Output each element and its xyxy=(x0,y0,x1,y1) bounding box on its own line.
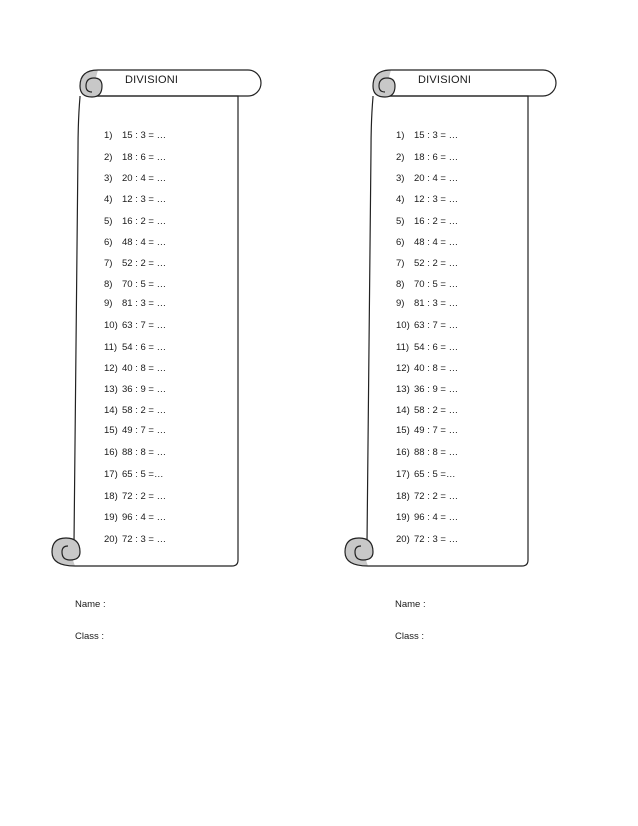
exercise-item xyxy=(104,130,166,141)
exercise-item xyxy=(104,342,166,353)
exercise-text: 72 : 3 = … xyxy=(414,534,459,545)
exercise-item xyxy=(396,384,458,395)
exercise-number: 2) xyxy=(104,152,113,163)
exercise-item xyxy=(396,363,458,374)
exercise-text: 49 : 7 = … xyxy=(122,425,167,436)
exercise-number: 18) xyxy=(396,491,410,502)
exercise-number: 19) xyxy=(396,512,410,523)
exercise-text: 40 : 8 = … xyxy=(414,363,459,374)
exercise-number: 13) xyxy=(104,384,118,395)
exercise-item xyxy=(104,258,166,269)
scroll-frame xyxy=(0,0,319,620)
exercise-item xyxy=(104,279,166,290)
exercise-text: 70 : 5 = … xyxy=(122,279,167,290)
exercise-text: 72 : 2 = … xyxy=(414,491,459,502)
worksheet-title: DIVISIONI xyxy=(125,74,179,86)
exercise-item xyxy=(396,152,458,163)
exercise-number: 12) xyxy=(104,363,118,374)
exercise-number: 5) xyxy=(104,216,113,227)
exercise-text: 72 : 2 = … xyxy=(122,491,167,502)
exercise-number: 3) xyxy=(396,173,405,184)
exercise-text: 88 : 8 = … xyxy=(414,447,459,458)
exercise-number: 1) xyxy=(104,130,113,141)
exercise-number: 6) xyxy=(396,237,405,248)
exercise-text: 18 : 6 = … xyxy=(122,152,167,163)
exercise-number: 8) xyxy=(396,279,405,290)
exercise-number: 16) xyxy=(396,447,410,458)
worksheet-title: DIVISIONI xyxy=(418,74,472,86)
exercise-text: 15 : 3 = … xyxy=(414,130,459,141)
exercise-number: 17) xyxy=(396,469,410,480)
exercise-number: 11) xyxy=(104,342,118,353)
exercise-text: 20 : 4 = … xyxy=(414,173,459,184)
exercise-number: 20) xyxy=(104,534,118,545)
exercise-item xyxy=(104,363,166,374)
exercise-number: 7) xyxy=(396,258,405,269)
exercise-text: 54 : 6 = … xyxy=(414,342,459,353)
exercise-text: 81 : 3 = … xyxy=(122,298,167,309)
exercise-item xyxy=(104,491,166,502)
exercise-item xyxy=(396,534,458,545)
exercise-item xyxy=(396,279,458,290)
exercise-text: 16 : 2 = … xyxy=(122,216,167,227)
scroll-bottom-curl xyxy=(52,538,80,566)
exercise-number: 13) xyxy=(396,384,410,395)
exercise-number: 19) xyxy=(104,512,118,523)
exercise-number: 9) xyxy=(396,298,405,309)
exercise-text: 12 : 3 = … xyxy=(122,194,167,205)
exercise-item xyxy=(396,237,458,248)
exercise-number: 10) xyxy=(396,320,410,331)
exercise-item xyxy=(396,425,458,436)
scroll-bottom-curl xyxy=(345,538,373,566)
exercise-item xyxy=(104,216,166,227)
exercise-number: 17) xyxy=(104,469,118,480)
exercise-item xyxy=(396,194,458,205)
exercise-number: 4) xyxy=(396,194,405,205)
exercise-number: 20) xyxy=(396,534,410,545)
exercise-item xyxy=(396,320,458,331)
exercise-number: 15) xyxy=(396,425,410,436)
exercise-text: 96 : 4 = … xyxy=(414,512,459,523)
exercise-item xyxy=(104,447,166,458)
exercise-item xyxy=(104,298,166,309)
exercise-text: 36 : 9 = … xyxy=(414,384,459,395)
exercise-number: 15) xyxy=(104,425,118,436)
exercise-text: 16 : 2 = … xyxy=(414,216,459,227)
exercise-text: 54 : 6 = … xyxy=(122,342,167,353)
exercise-text: 58 : 2 = … xyxy=(414,405,459,416)
exercise-item xyxy=(396,512,458,523)
exercise-item xyxy=(396,130,458,141)
exercise-item xyxy=(104,469,163,480)
exercise-number: 14) xyxy=(104,405,118,416)
exercise-item xyxy=(396,298,458,309)
exercise-number: 16) xyxy=(104,447,118,458)
exercise-item xyxy=(104,320,166,331)
exercise-text: 52 : 2 = … xyxy=(122,258,167,269)
exercise-text: 72 : 3 = … xyxy=(122,534,167,545)
exercise-text: 65 : 5 =… xyxy=(122,469,164,480)
exercise-number: 12) xyxy=(396,363,410,374)
exercise-item xyxy=(104,237,166,248)
exercise-text: 18 : 6 = … xyxy=(414,152,459,163)
exercise-number: 6) xyxy=(104,237,113,248)
exercise-text: 49 : 7 = … xyxy=(414,425,459,436)
exercise-item xyxy=(396,447,458,458)
exercise-text: 36 : 9 = … xyxy=(122,384,167,395)
exercise-number: 18) xyxy=(104,491,118,502)
exercise-text: 48 : 4 = … xyxy=(414,237,459,248)
exercise-item xyxy=(396,405,458,416)
name-label: Name : xyxy=(395,599,426,610)
exercise-text: 70 : 5 = … xyxy=(414,279,459,290)
exercise-text: 63 : 7 = … xyxy=(122,320,167,331)
exercise-text: 52 : 2 = … xyxy=(414,258,459,269)
exercise-text: 81 : 3 = … xyxy=(414,298,459,309)
exercise-text: 63 : 7 = … xyxy=(414,320,459,331)
exercise-item xyxy=(396,173,458,184)
exercise-text: 40 : 8 = … xyxy=(122,363,167,374)
exercise-text: 48 : 4 = … xyxy=(122,237,167,248)
exercise-item xyxy=(396,216,458,227)
exercise-number: 2) xyxy=(396,152,405,163)
exercise-number: 10) xyxy=(104,320,118,331)
exercise-number: 3) xyxy=(104,173,113,184)
exercise-number: 5) xyxy=(396,216,405,227)
exercise-text: 88 : 8 = … xyxy=(122,447,167,458)
exercise-text: 96 : 4 = … xyxy=(122,512,167,523)
exercise-text: 15 : 3 = … xyxy=(122,130,167,141)
exercise-item xyxy=(104,425,166,436)
exercise-number: 8) xyxy=(104,279,113,290)
scroll-frame xyxy=(319,0,638,620)
exercise-item xyxy=(396,469,455,480)
exercise-item xyxy=(104,512,166,523)
exercise-number: 7) xyxy=(104,258,113,269)
class-label: Class : xyxy=(395,631,425,642)
exercise-text: 58 : 2 = … xyxy=(122,405,167,416)
exercise-item xyxy=(396,491,458,502)
exercise-number: 1) xyxy=(396,130,405,141)
exercise-number: 9) xyxy=(104,298,113,309)
exercise-item xyxy=(104,194,166,205)
exercise-item xyxy=(104,405,166,416)
exercise-item xyxy=(104,152,166,163)
exercise-number: 4) xyxy=(104,194,113,205)
exercise-item xyxy=(104,534,166,545)
scroll-top-roll xyxy=(388,70,556,96)
class-label: Class : xyxy=(75,631,105,642)
exercise-item xyxy=(104,384,166,395)
exercise-item xyxy=(396,342,458,353)
name-label: Name : xyxy=(75,599,106,610)
exercise-item xyxy=(104,173,166,184)
exercise-item xyxy=(396,258,458,269)
exercise-text: 65 : 5 =… xyxy=(414,469,456,480)
exercise-text: 12 : 3 = … xyxy=(414,194,459,205)
exercise-number: 11) xyxy=(396,342,410,353)
exercise-number: 14) xyxy=(396,405,410,416)
worksheet-right xyxy=(319,0,638,826)
exercise-text: 20 : 4 = … xyxy=(122,173,167,184)
